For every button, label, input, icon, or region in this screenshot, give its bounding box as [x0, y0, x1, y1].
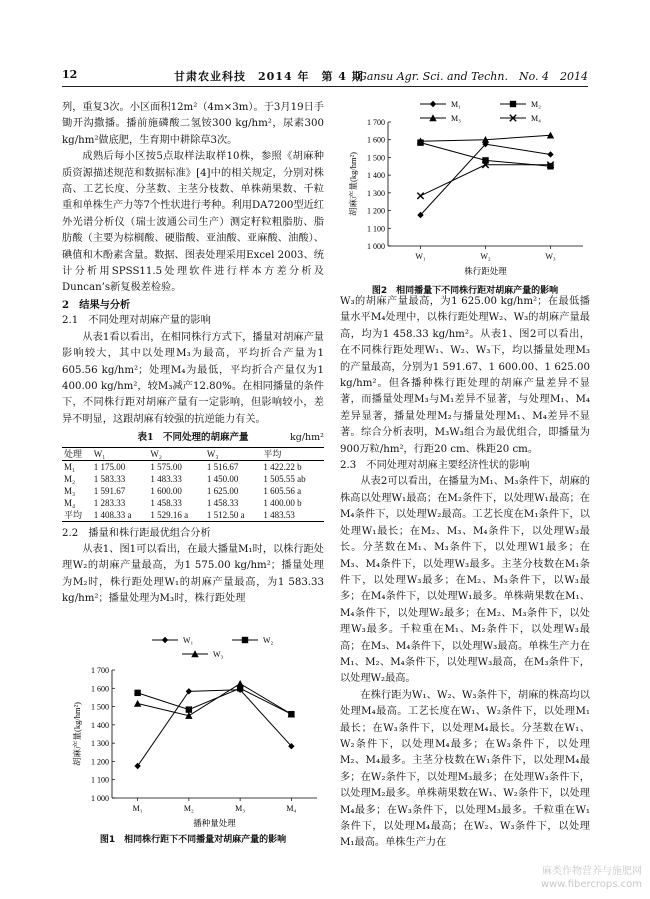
page-number: 12	[62, 68, 78, 81]
watermark	[541, 865, 642, 891]
legend-marker	[242, 637, 248, 643]
legend-label: W₃	[213, 650, 224, 659]
y-tick-label: 1 000	[91, 794, 109, 803]
table1-cell: 1 458.33	[206, 497, 239, 508]
figure-1-caption: 图1 相同株行距下不同播量对胡麻产量的影响	[99, 835, 287, 845]
y-tick-label: 1 300	[91, 739, 109, 749]
paragraph: 列，重复3次。小区面积12m²（4m×3m）。于3月19日手锄开沟撒播。播前施磷酸二氢铵300 kg/hm²，尿素300 kg/hm²做底肥，生育期中耕除草3次。	[62, 102, 324, 146]
x-axis-label: 播种量处理	[193, 818, 236, 828]
table1-cell: 1 575.00	[150, 461, 182, 472]
table1-cell: 1 483.53	[263, 509, 295, 520]
table1-cell: M₂	[64, 473, 76, 484]
table-row	[62, 460, 324, 473]
y-tick-label: 1 200	[367, 206, 385, 216]
y-tick-label: 1 300	[367, 188, 385, 198]
right-column	[340, 294, 590, 852]
legend-label: W₁	[183, 636, 194, 645]
table1-cell: M₄	[64, 497, 76, 508]
legend-label: M₁	[451, 100, 461, 109]
figure-2-chart	[340, 96, 590, 279]
paragraph: 从表2可以看出，在播量为M₁、M₃条件下，胡麻的株高以处理W₁最高；在M₂条件下，以处理W₁最高；在M₄条件下，以处理W₂最高。工艺长度在M₁条件下，以处理W₁最长；在M₂、M₃、M₄条件下，以处理W₃最长。分茎数在M₁、M₃条件下，以处理W1最多；在M₃、M₄条件下，以处理W₃最多。主茎分枝数在M₁条件下，以处理W₃最多；在M₂、M₃条件下，以W₃最多；在M₄条件下，以处理W₁最多。单株蒴果数在M₁、M₄条件下，以处理W₂最多；在M₂、M₃条件下，以处理W₃最多。千粒重在M₁、M₂条件下，以处理W₃最高；在M₃、M₄条件下，以处理W₃最高。单株生产力在M₁、M₂、M₄条件下，以处理W₃最高，在M₃条件下，以处理W₂最高。	[340, 476, 590, 685]
table-row	[62, 497, 324, 509]
section-heading: 2.2 播量和株行距最优组合分析	[62, 527, 211, 539]
table1-cell: 1 283.33	[93, 497, 126, 508]
journal-name-cn: 甘肃农业科技 2014 年 第 4 期	[174, 70, 364, 83]
table1-cell: 1 625.00	[206, 485, 239, 496]
data-point	[547, 151, 553, 157]
legend-label: W₂	[263, 636, 274, 645]
y-tick-label: 1 500	[91, 702, 109, 712]
left-column	[62, 100, 324, 608]
data-point	[417, 193, 423, 199]
paragraph: 成熟后每小区按5点取样法取样10株，参照《胡麻种质资源描述规范和数据标准》[4]中的相关规定，分别对株高、工艺长度、分茎数、主茎分枝数、单株蒴果数、千粒重和单株生产力等7个性状进行考种。利用DA7200型近红外光谱分析仪（瑞士波通公司生产）测定籽粒粗脂肪、脂肪酸（主要为棕榈酸、硬脂酸、亚油酸、亚麻酸、油酸）、碘值和木酚素含量。数据、图表处理采用Excel 2003、统计分析用SPSS11.5处理软件进行样本方差分析及Duncan’s新复极差检验。	[62, 151, 324, 294]
section-heading: 2.1 不同处理对胡麻产量的影响	[62, 315, 211, 327]
x-tick-label: M₃	[235, 804, 246, 813]
table1-header-cell: W₂	[150, 448, 162, 459]
section-heading: 2 结果与分析	[62, 298, 131, 311]
legend-marker	[162, 637, 168, 643]
y-tick-label: 1 000	[367, 242, 385, 251]
figure-1	[62, 628, 324, 843]
table1-cell: 1 400.00 b	[263, 497, 302, 508]
y-tick-label: 1 400	[367, 171, 385, 181]
series-line-M₁	[421, 144, 551, 215]
table1-header-cell: 平均	[263, 448, 282, 459]
y-tick-label: 1 700	[91, 666, 109, 675]
y-tick-label: 1 100	[367, 224, 385, 234]
y-axis-label: 胡麻产量(kg/hm²)	[348, 152, 358, 216]
x-tick-label: M₂	[183, 804, 194, 813]
y-tick-label: 1 600	[367, 135, 385, 145]
series-line-W₃	[138, 684, 292, 716]
table1-cell: M₃	[64, 485, 76, 496]
legend-label: M₄	[531, 114, 541, 123]
y-axis-label: 胡麻产量(kg/hm²)	[72, 702, 82, 766]
table1-unit: kg/hm²	[290, 432, 324, 444]
legend-label: M₃	[451, 114, 461, 123]
table1-cell: 1 600.00	[150, 485, 182, 496]
table-row	[62, 473, 324, 485]
table1-cell: 1 605.56 a	[263, 485, 302, 496]
table1-header-cell: 处理	[64, 448, 83, 459]
table-row	[62, 509, 324, 522]
table-row	[62, 485, 324, 497]
table1	[62, 430, 324, 521]
x-tick-label: W₁	[415, 252, 426, 261]
table1-cell: 1 422.22 b	[263, 461, 302, 472]
table1-cell: 1 516.67	[206, 461, 239, 472]
series-line-M₄	[421, 165, 551, 196]
watermark-cn: 麻类作物营养与施肥网	[542, 866, 642, 877]
table1-cell: 1 175.00	[93, 461, 126, 472]
running-header	[62, 68, 588, 87]
table1-cell: 1 529.16 a	[150, 509, 189, 520]
y-tick-label: 1 600	[91, 684, 109, 694]
legend-marker	[430, 101, 436, 107]
table1-cell: 1 505.55 ab	[263, 473, 306, 484]
table1-cell: 1 408.33 a	[93, 509, 132, 520]
paragraph: 从表1、图1可以看出，在最大播量M₁时，以株行距处理W₂的胡麻产量最高，为1 575.00 kg/hm²；播量处理为M₂时，株行距处理W₁的胡麻产量最高，为1 583.33 kg/hm²；播量处理为M₃时，株行距处理	[62, 543, 324, 605]
table1-cell: 1 583.33	[93, 473, 126, 484]
y-tick-label: 1 500	[367, 153, 385, 163]
y-tick-label: 1 200	[91, 757, 109, 767]
x-tick-label: W₂	[480, 252, 491, 261]
table1-cell: 1 591.67	[93, 485, 126, 496]
x-tick-label: M₄	[286, 804, 297, 813]
data-point	[186, 706, 192, 712]
table1-cell: 1 483.33	[150, 473, 182, 484]
data-point	[134, 700, 141, 707]
table1-cell: 平均	[64, 509, 83, 520]
y-tick-label: 1 400	[91, 720, 109, 730]
table1-cell: 1 458.33	[150, 497, 182, 508]
y-tick-label: 1 100	[91, 775, 109, 785]
x-axis-label: 株行距处理	[464, 266, 507, 276]
y-tick-label: 1 700	[367, 118, 385, 127]
journal-name-en: Gansu Agr. Sci. and Techn. No. 4 2014	[358, 70, 588, 83]
figure-2	[340, 96, 590, 294]
x-tick-label: W₃	[545, 252, 556, 261]
table1-grid	[62, 447, 324, 522]
table1-cell: 1 512.50 a	[206, 509, 245, 520]
paragraph: 在株行距为W₁、W₂、W₃条件下，胡麻的株高均以处理M₄最高。工艺长度在W₁、W₂条件下，以处理M₁最长；在W₃条件下，以处理M₄最长。分茎数在W₁、W₂条件下，以处理M₄最多；在W₃条件下，以处理M₂、M₄最多。主茎分枝数在W₁条件下，以处理M₄最多；在W₂条件下，以处理M₃最多；在处理W₃条件下，以处理M₂最多。单株蒴果数在W₁、W₂条件下，以处理M₄最多；在W₃条件下，以处理M₃最多。千粒重在W₁条件下，以处理M₄最高；在W₂、W₃条件下，以处理M₁最高。单株生产力在	[340, 689, 590, 849]
section-heading: 2.3 不同处理对胡麻主要经济性状的影响	[340, 460, 530, 472]
table1-cell: M₁	[64, 461, 76, 472]
paragraph: W₃的胡麻产量最高，为1 625.00 kg/hm²；在最低播量水平M₄处理中，以株行距处理W₂、W₃的胡麻产量最高，均为1 458.33 kg/hm²。从表1、图2可以看出，在不同株行距处理W₁、W₂、W₃下，均以播量处理M₃的产量最高，分别为1 591.67、1 600.00、1 625.00 kg/hm²。但各播种株行距处理的胡麻产量差异不显著，而播量处理M₃与M₁差异不显著，与处理M₁、M₄差异显著，播量处理M₂与播量处理M₁、M₄差异不显著。综合分析表明，M₃W₃组合为最优组合，即播量为900万粒/hm²，行距20 cm、株距20 cm。	[340, 296, 590, 455]
figure-2-caption: 图2 相同播量下不同株行距对胡麻产量的影响	[371, 286, 559, 296]
figure-1-chart	[62, 628, 324, 828]
legend-label: M₂	[531, 100, 541, 109]
table1-cell: 1 450.00	[206, 473, 239, 484]
paragraph: 从表1看以看出，在相同株行方式下，播量对胡麻产量影响较大，其中以处理M₃为最高，平均折合产量为1 605.56 kg/hm²；处理M₄为最低，平均折合产量仅为1 400.00 kg/hm²，较M₃减产12.80%。在相同播量的条件下，不同株行距对胡麻产量有一定影响，但影响较小，差异不明显，这跟胡麻有较强的抗逆能力有关。	[62, 331, 324, 425]
table1-header-cell: W₁	[93, 448, 106, 459]
data-point	[134, 763, 140, 769]
data-point	[186, 688, 192, 694]
watermark-url: www.fibercrops.com	[540, 879, 642, 890]
legend-marker	[510, 101, 516, 107]
x-tick-label: M₁	[132, 804, 143, 813]
table1-header-cell: W₃	[206, 448, 219, 459]
table1-title: 表1 不同处理的胡麻产量 kg/hm²	[62, 430, 324, 446]
data-point	[236, 680, 243, 687]
data-point	[134, 690, 140, 696]
series-line-W₂	[138, 688, 292, 714]
series-line-W₁	[138, 690, 292, 766]
